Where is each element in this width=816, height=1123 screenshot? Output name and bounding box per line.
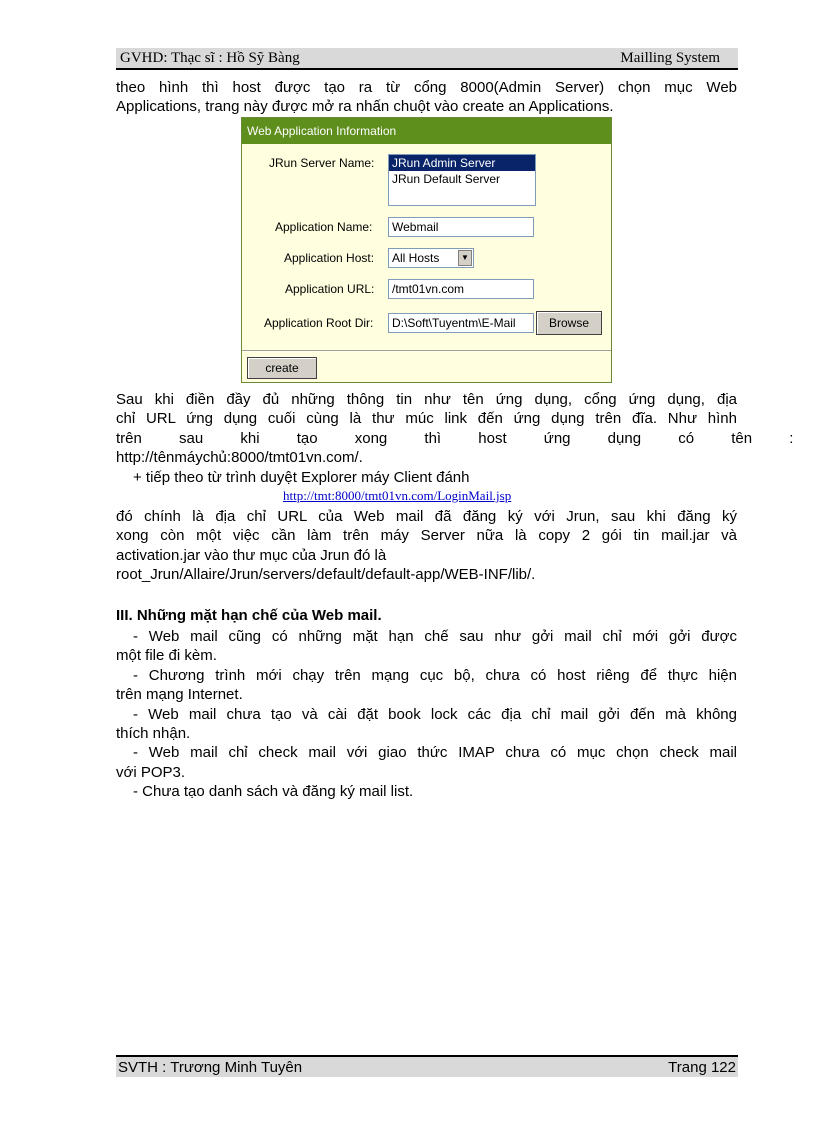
app-name-input[interactable]: Webmail (388, 217, 534, 237)
text-line: Sau khi điền đầy đủ những thông tin như tên ứng dụng, cổng ứng dụng, địa (116, 391, 737, 408)
dialog-separator (242, 350, 611, 351)
server-option-admin[interactable]: JRun Admin Server (389, 155, 535, 171)
list-item: - Web mail chỉ check mail với giao thức IMAP chưa có mục chọn check mail (133, 744, 737, 762)
root-dir-label: Application Root Dir: (264, 316, 374, 330)
section-heading: III. Những mặt hạn chế của Web mail. (116, 607, 382, 624)
after-paragraph (116, 390, 794, 468)
list-item: - Chưa tạo danh sách và đăng ký mail list. (133, 783, 414, 801)
server-name-list[interactable] (388, 154, 536, 206)
dialog-title: Web Application Information (242, 118, 611, 144)
text-line: đó chính là địa chỉ URL của Web mail đã đăng ký với Jrun, sau khi đăng ký (116, 508, 737, 525)
list-item-cont: trên mạng Internet. (116, 686, 243, 704)
login-link[interactable]: http://tmt:8000/tmt01vn.com/LoginMail.jsp (283, 488, 512, 503)
app-host-label: Application Host: (284, 251, 375, 265)
header-supervisor: GVHD: Thạc sĩ : Hồ Sỹ Bàng (120, 50, 300, 66)
list-item: - Web mail chưa tạo và cài đặt book lock các địa chỉ mail gởi đến mà không (133, 705, 737, 723)
footer-page-number: Trang 122 (668, 1059, 736, 1076)
list-item-cont: với POP3. (116, 763, 186, 781)
page-footer (116, 1055, 738, 1077)
text-line: trên sau khi tạo xong thì host ứng dụng có tên : (116, 429, 794, 447)
text-line: http://tênmáychủ:8000/tmt01vn.com/. (116, 449, 363, 467)
text-line: theo hình thì host được tạo ra từ cổng 8000(Admin Server) chọn mục Web (116, 79, 737, 96)
browse-button[interactable]: Browse (536, 311, 602, 335)
list-item-cont: thích nhận. (116, 725, 191, 743)
app-url-label: Application URL: (285, 282, 375, 296)
text-line: xong còn một việc cần làm trên máy Server nữa là copy 2 gói tin mail.jar và (116, 527, 737, 545)
tip-line: + tiếp theo từ trình duyệt Explorer máy Client đánh (133, 469, 470, 486)
after2-paragraph (116, 507, 737, 585)
root-dir-input[interactable]: D:\Soft\Tuyentm\E-Mail (388, 313, 534, 333)
app-host-select[interactable] (388, 248, 474, 268)
server-name-label: JRun Server Name: (269, 156, 375, 170)
app-name-label: Application Name: (275, 220, 373, 234)
text-line: activation.jar vào thư mục của Jrun đó là (116, 546, 387, 564)
list-item: - Chương trình mới chạy trên mạng cục bộ, chưa có host riêng để thực hiện (133, 666, 737, 684)
header-title: Mailling System (620, 50, 720, 66)
create-button[interactable]: create (247, 357, 317, 379)
app-url-input[interactable]: /tmt01vn.com (388, 279, 534, 299)
intro-paragraph (116, 78, 737, 117)
limits-list (116, 627, 737, 802)
page-header (116, 48, 738, 70)
text-line: chỉ URL ứng dụng cuối cùng là thư múc link đến ứng dụng trên đĩa. Như hình (116, 410, 737, 428)
app-host-value: All Hosts (392, 251, 440, 265)
dropdown-arrow-icon[interactable]: ▼ (458, 250, 472, 266)
footer-student: SVTH : Trương Minh Tuyên (118, 1059, 303, 1076)
text-line: Applications, trang này được mở ra nhấn chuột vào create an Applications. (116, 98, 614, 116)
text-line: root_Jrun/Allaire/Jrun/servers/default/default-app/WEB-INF/lib/. (116, 566, 536, 584)
list-item-cont: một file đi kèm. (116, 647, 217, 665)
server-option-default[interactable]: JRun Default Server (392, 172, 501, 186)
web-application-dialog (241, 117, 612, 383)
list-item: - Web mail cũng có những mặt hạn chế sau như gởi mail chỉ mới gởi được (133, 628, 737, 645)
